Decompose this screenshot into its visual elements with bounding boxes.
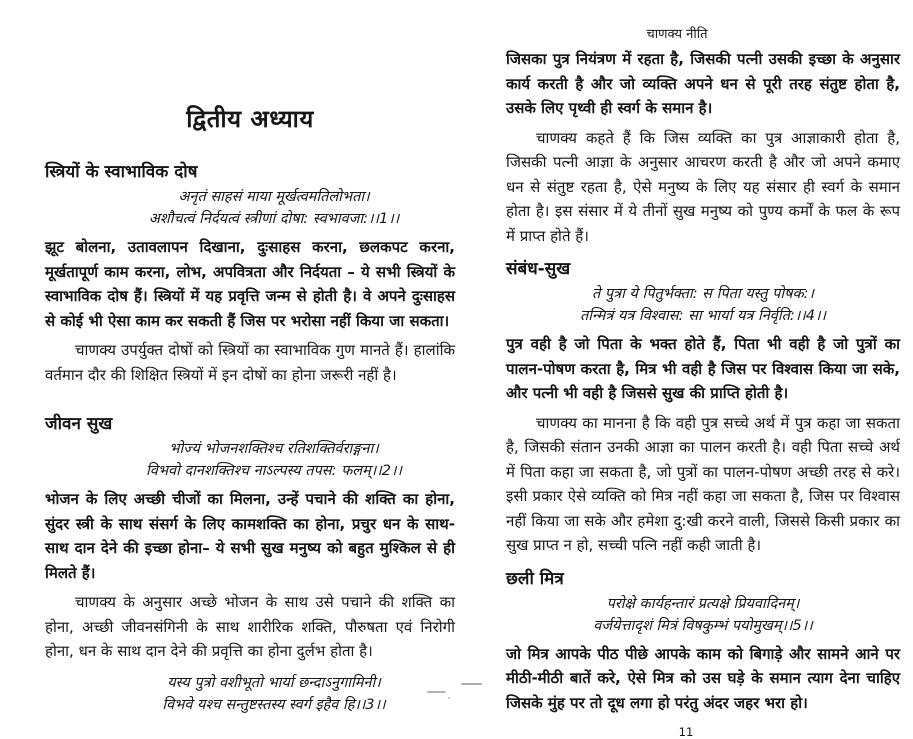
shloka-5 [506,593,900,637]
scan-artifact-dash [461,683,482,685]
right-page [506,0,900,739]
meaning-paragraph-2: भोजन के लिए अच्छी चीजों का मिलना, उन्हें पचाने की शक्ति का होना, सुंदर स्त्री के साथ संसर्ग के लिए कामशक्ति का होना, प्रचुर धन के साथ-साथ दान देने की इच्छा होना– ये सभी सुख मनुष्य को बहुत मुश्किल से ही मिलते हैं। [45,490,455,582]
meaning-paragraph-1: झूट बोलना, उतावलापन दिखाना, दुःसाहस करना, छलकपट करना, मूर्खतापूर्ण काम करना, लोभ, अपवित्रता और निर्दयता – ये सभी स्त्रियों के स्वाभाविक दोष हैं। स्त्रियों में यह प्रवृत्ति जन्म से होती है। वे अपने दुःसाहस से कोई भी ऐसा काम कर सकती हैं जिस पर भरोसा नहीं किया जा सकता। [45,238,455,330]
shloka-line: अशौचत्वं निर्दयत्वं स्त्रीणां दोषा: स्वभावजा:।।1।। [148,211,400,227]
shloka-line: विभवे यश्च सन्तुष्टस्तस्य स्वर्ग इहैव हि।।3।। [162,696,386,713]
shloka-line: विभवो दानशक्तिश्च नाऽल्पस्य तपस: फलम्।।2।। [146,463,402,479]
commentary-paragraph-4: चाणक्य का मानना है कि वही पुत्र सच्चे अर्थ में पुत्र कहा जा सकता है, जिसकी संतान उनकी आज्ञा का पालन करती है। वही पिता सच्चे अर्थ में पिता कहा जा सकता है, जो पुत्रों का पालन-पोषण अच्छी तरह से करे। इसी प्रकार ऐसे व्यक्ति को मित्र नहीं कहा जा सकता है, जिस पर विश्वास नहीं किया जा सके और हमेशा दु:खी करने वाली, जिससे किसी प्रकार का सुख प्राप्त न हो, सच्ची पत्नि नहीं कही जाती है। [506,413,900,554]
meaning-paragraph-3: जिसका पुत्र नियंत्रण में रहता है, जिसकी पत्नी उसकी इच्छा के अनुसार कार्य करती है और जो व्यक्ति अपने धन से पूरी तरह संतुष्ट होता है, उसके लिए पृथ्वी ही स्वर्ग के समान है। [506,50,900,117]
shloka-2 [45,438,455,482]
left-page [45,0,455,720]
shloka-line: ते पुत्रा ये पितुर्भक्ता: स पिता यस्तु पोषक:। [591,286,815,302]
commentary-paragraph-1: चाणक्य उपर्युक्त दोषों को स्त्रियों का स्वाभाविक गुण मानते हैं। हालांकि वर्तमान दौर की शिक्षित स्त्रियों में इन दोषों का होना जरूरी नहीं है। [45,341,455,384]
shloka-line: परोक्षे कार्यहन्तारं प्रत्यक्षे प्रियवादिनम्। [606,595,800,612]
section-heading-life-happiness: जीवन सुख [45,414,113,434]
section-heading-women-faults: स्त्रियों के स्वाभाविक दोष [45,162,198,182]
meaning-paragraph-5: जो मित्र आपके पीठ पीछे आपके काम को बिगाड़े और सामने आने पर मीठी-मीठी बातें करे, ऐसे मित्र को उस घड़े के समान त्याग देना चाहिए जिसके मुंह पर तो दूध लगा हो परंतु अंदर जहर भरा हो। [506,644,900,712]
shloka-line: वर्जयेत्तादृशं मित्रं विषकुम्भं पयोमुखम्।।5।। [593,617,813,634]
scan-artifact-dash [427,691,446,693]
meaning-paragraph-4: पुत्र वही है जो पिता के भक्त होते हैं, पिता भी वही है जो पुत्रों का पालन-पोषण करता है, मित्र भी वही है जिस पर विश्वास किया जा सके, और पत्नी भी वही है जिससे सुख की प्राप्ति होती है। [506,335,900,402]
commentary-paragraph-2: चाणक्य के अनुसार अच्छे भोजन के साथ उसे पचाने की शक्ति का होना, अच्छी जीवनसंगिनी के साथ शारीरिक शक्ति, पौरुषता एवं निरोगी होना, धन के साथ दान देने की प्रवृत्ति का होना दुर्लभ होता है। [45,593,455,660]
shloka-4 [506,283,900,327]
page-number: 11 [678,725,694,739]
chapter-title: द्वितीय अध्याय [186,105,314,133]
scan-artifact-dot [448,697,450,699]
shloka-line: अनृतं साहसं माया मूर्खत्वमतिलोभता। [178,189,370,205]
section-heading-deceitful-friend: छली मित्र [506,568,564,589]
section-heading-relationship-happiness: संबंध-सुख [506,259,571,279]
shloka-1 [45,186,455,230]
shloka-line: यस्य पुत्रो वशीभूतो भार्या छन्दाऽनुगामिनी। [167,674,381,691]
shloka-line: तन्मित्रं यत्र विश्वास: सा भार्या यत्र निर्वृति:।।4।। [580,308,826,324]
shloka-3 [45,672,455,716]
running-header: चाणक्य नीति [646,27,708,42]
commentary-paragraph-3: चाणक्य कहते हैं कि जिस व्यक्ति का पुत्र आज्ञाकारी होता है, जिसकी पत्नी आज्ञा के अनुसार आचरण करती है और जो अपने कमाए धन से संतुष्ट रहता है, ऐसे मनुष्य के लिए यह संसार ही स्वर्ग के समान होता है। इस संसार में ये तीनों सुख मनुष्य को पुण्य कर्मों के फल के रूप में प्राप्त होते हैं। [506,128,900,245]
shloka-line: भोज्यं भोजनशक्तिश्च रतिशक्तिर्वराङ्गना। [169,441,379,457]
